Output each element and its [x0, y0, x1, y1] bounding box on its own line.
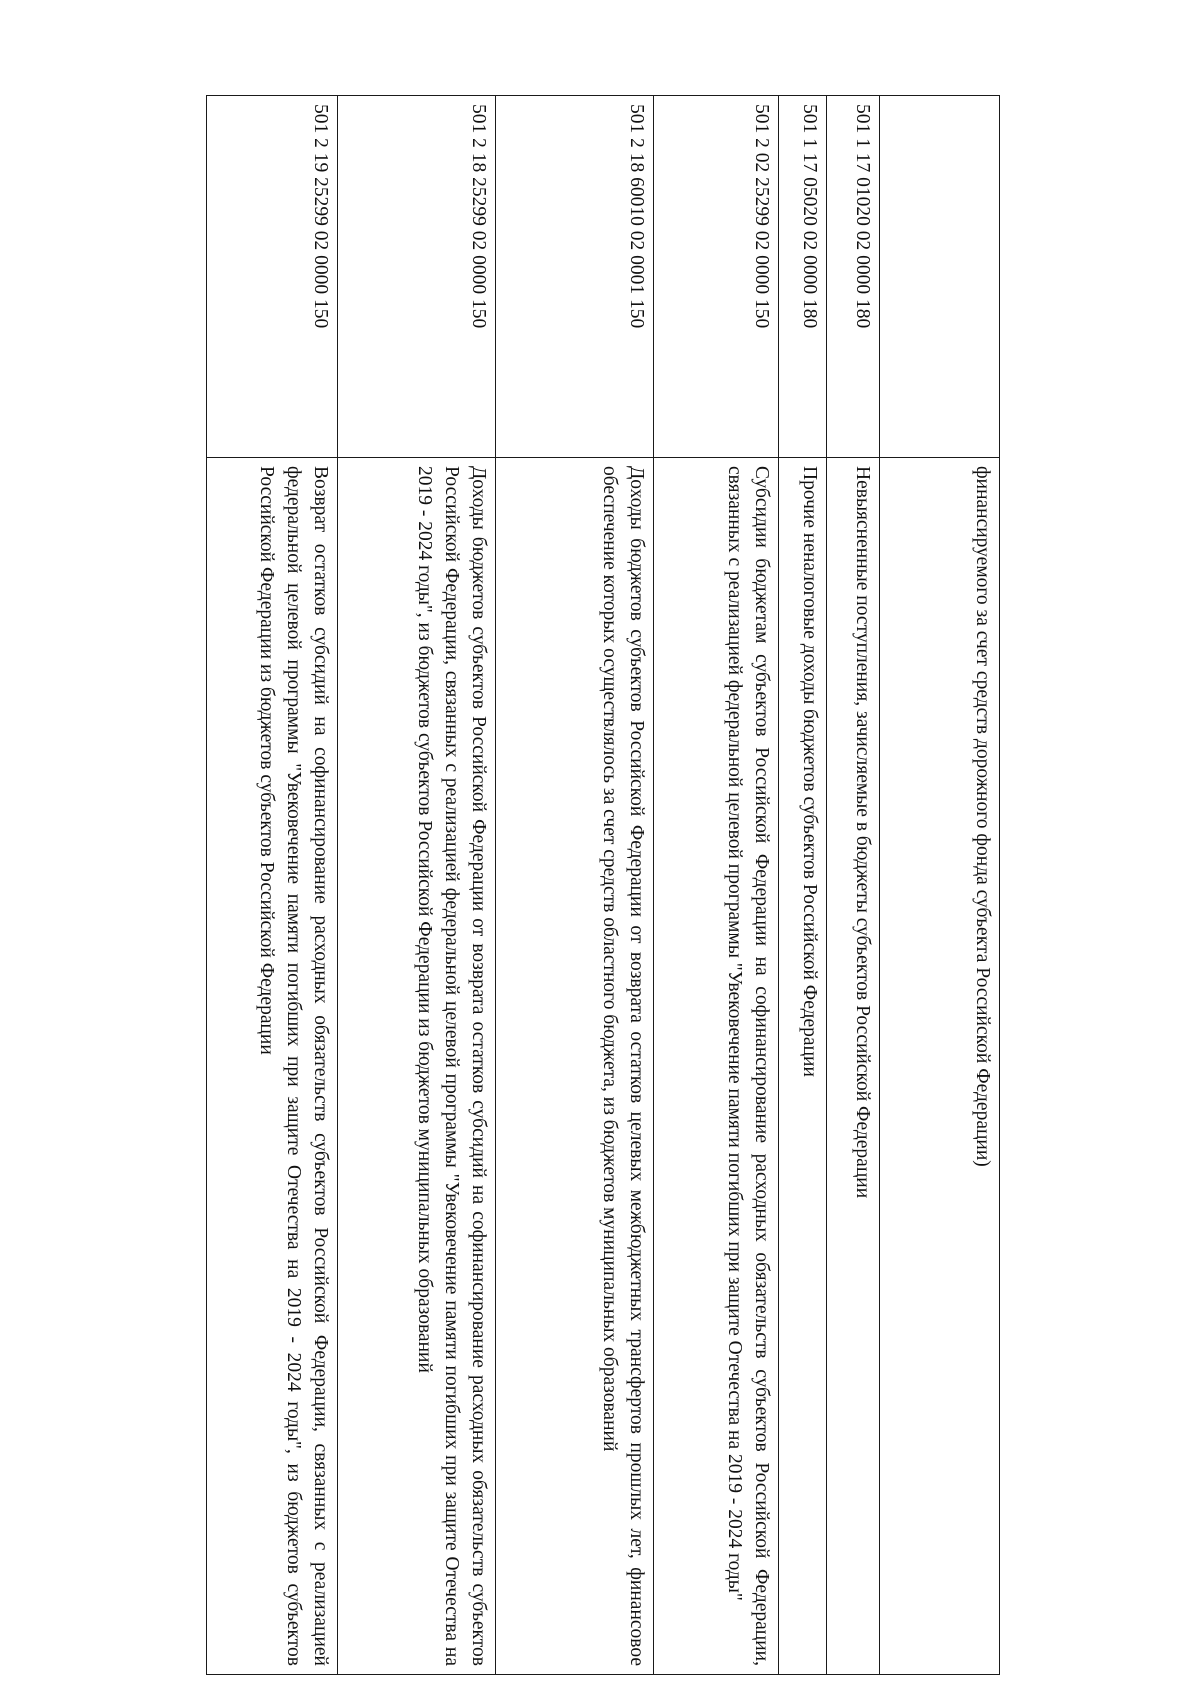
table-row — [496, 96, 654, 1675]
budget-code: 501 2 18 60010 02 0001 150 — [496, 96, 654, 458]
table-row — [827, 96, 880, 1675]
budget-code: 501 2 02 25299 02 0000 150 — [654, 96, 779, 458]
rotated-page — [0, 95, 1000, 1675]
table-row — [338, 96, 496, 1675]
budget-code: 501 2 18 25299 02 0000 150 — [338, 96, 496, 458]
income-description: Субсидии бюджетам субъектов Российской Федерации на софинансирование расходных обязательств субъектов Российской Федерации, связанных с реализацией федеральной целевой программы "Увековечение памяти погибших при защите Отечества на 2019 - 2024 годы" — [654, 458, 779, 1675]
income-description: Доходы бюджетов субъектов Российской Федерации от возврата остатков целевых межбюджетных трансфертов прошлых лет, финансовое обеспечение которых осуществлялось за счет средств областного бюджета, из бюджетов муниципальных образований — [496, 458, 654, 1675]
income-description: Прочие неналоговые доходы бюджетов субъектов Российской Федерации — [779, 458, 827, 1675]
income-description: Доходы бюджетов субъектов Российской Федерации от возврата остатков субсидий на софинансирование расходных обязательств субъектов Российской Федерации, связанных с реализацией федеральной целевой программы "Увековечение памяти погибших при защите Отечества на 2019 - 2024 годы", из бюджетов субъектов Российской Федерации из бюджетов муниципальных образований — [338, 458, 496, 1675]
budget-code: 501 1 17 01020 02 0000 180 — [827, 96, 880, 458]
income-codes-table — [206, 95, 1000, 1675]
budget-code: 501 1 17 05020 02 0000 180 — [779, 96, 827, 458]
continuation-text: финансируемого за счет средств дорожного фонда субъекта Российской Федерации) — [880, 458, 1000, 1675]
income-description: Возврат остатков субсидий на софинансирование расходных обязательств субъектов Российской Федерации, связанных с реализацией федеральной целевой программы "Увековечение памяти погибших при защите Отечества на 2019 - 2024 годы", из бюджетов субъектов Российской Федерации из бюджетов субъектов Российской Федерации — [207, 458, 338, 1675]
income-description: Невыясненные поступления, зачисляемые в бюджеты субъектов Российской Федерации — [827, 458, 880, 1675]
budget-code: 501 2 19 25299 02 0000 150 — [207, 96, 338, 458]
code-cell-empty — [880, 96, 1000, 458]
table-row — [207, 96, 338, 1675]
table-row-continuation — [880, 96, 1000, 1675]
table-row — [654, 96, 779, 1675]
table-row — [779, 96, 827, 1675]
